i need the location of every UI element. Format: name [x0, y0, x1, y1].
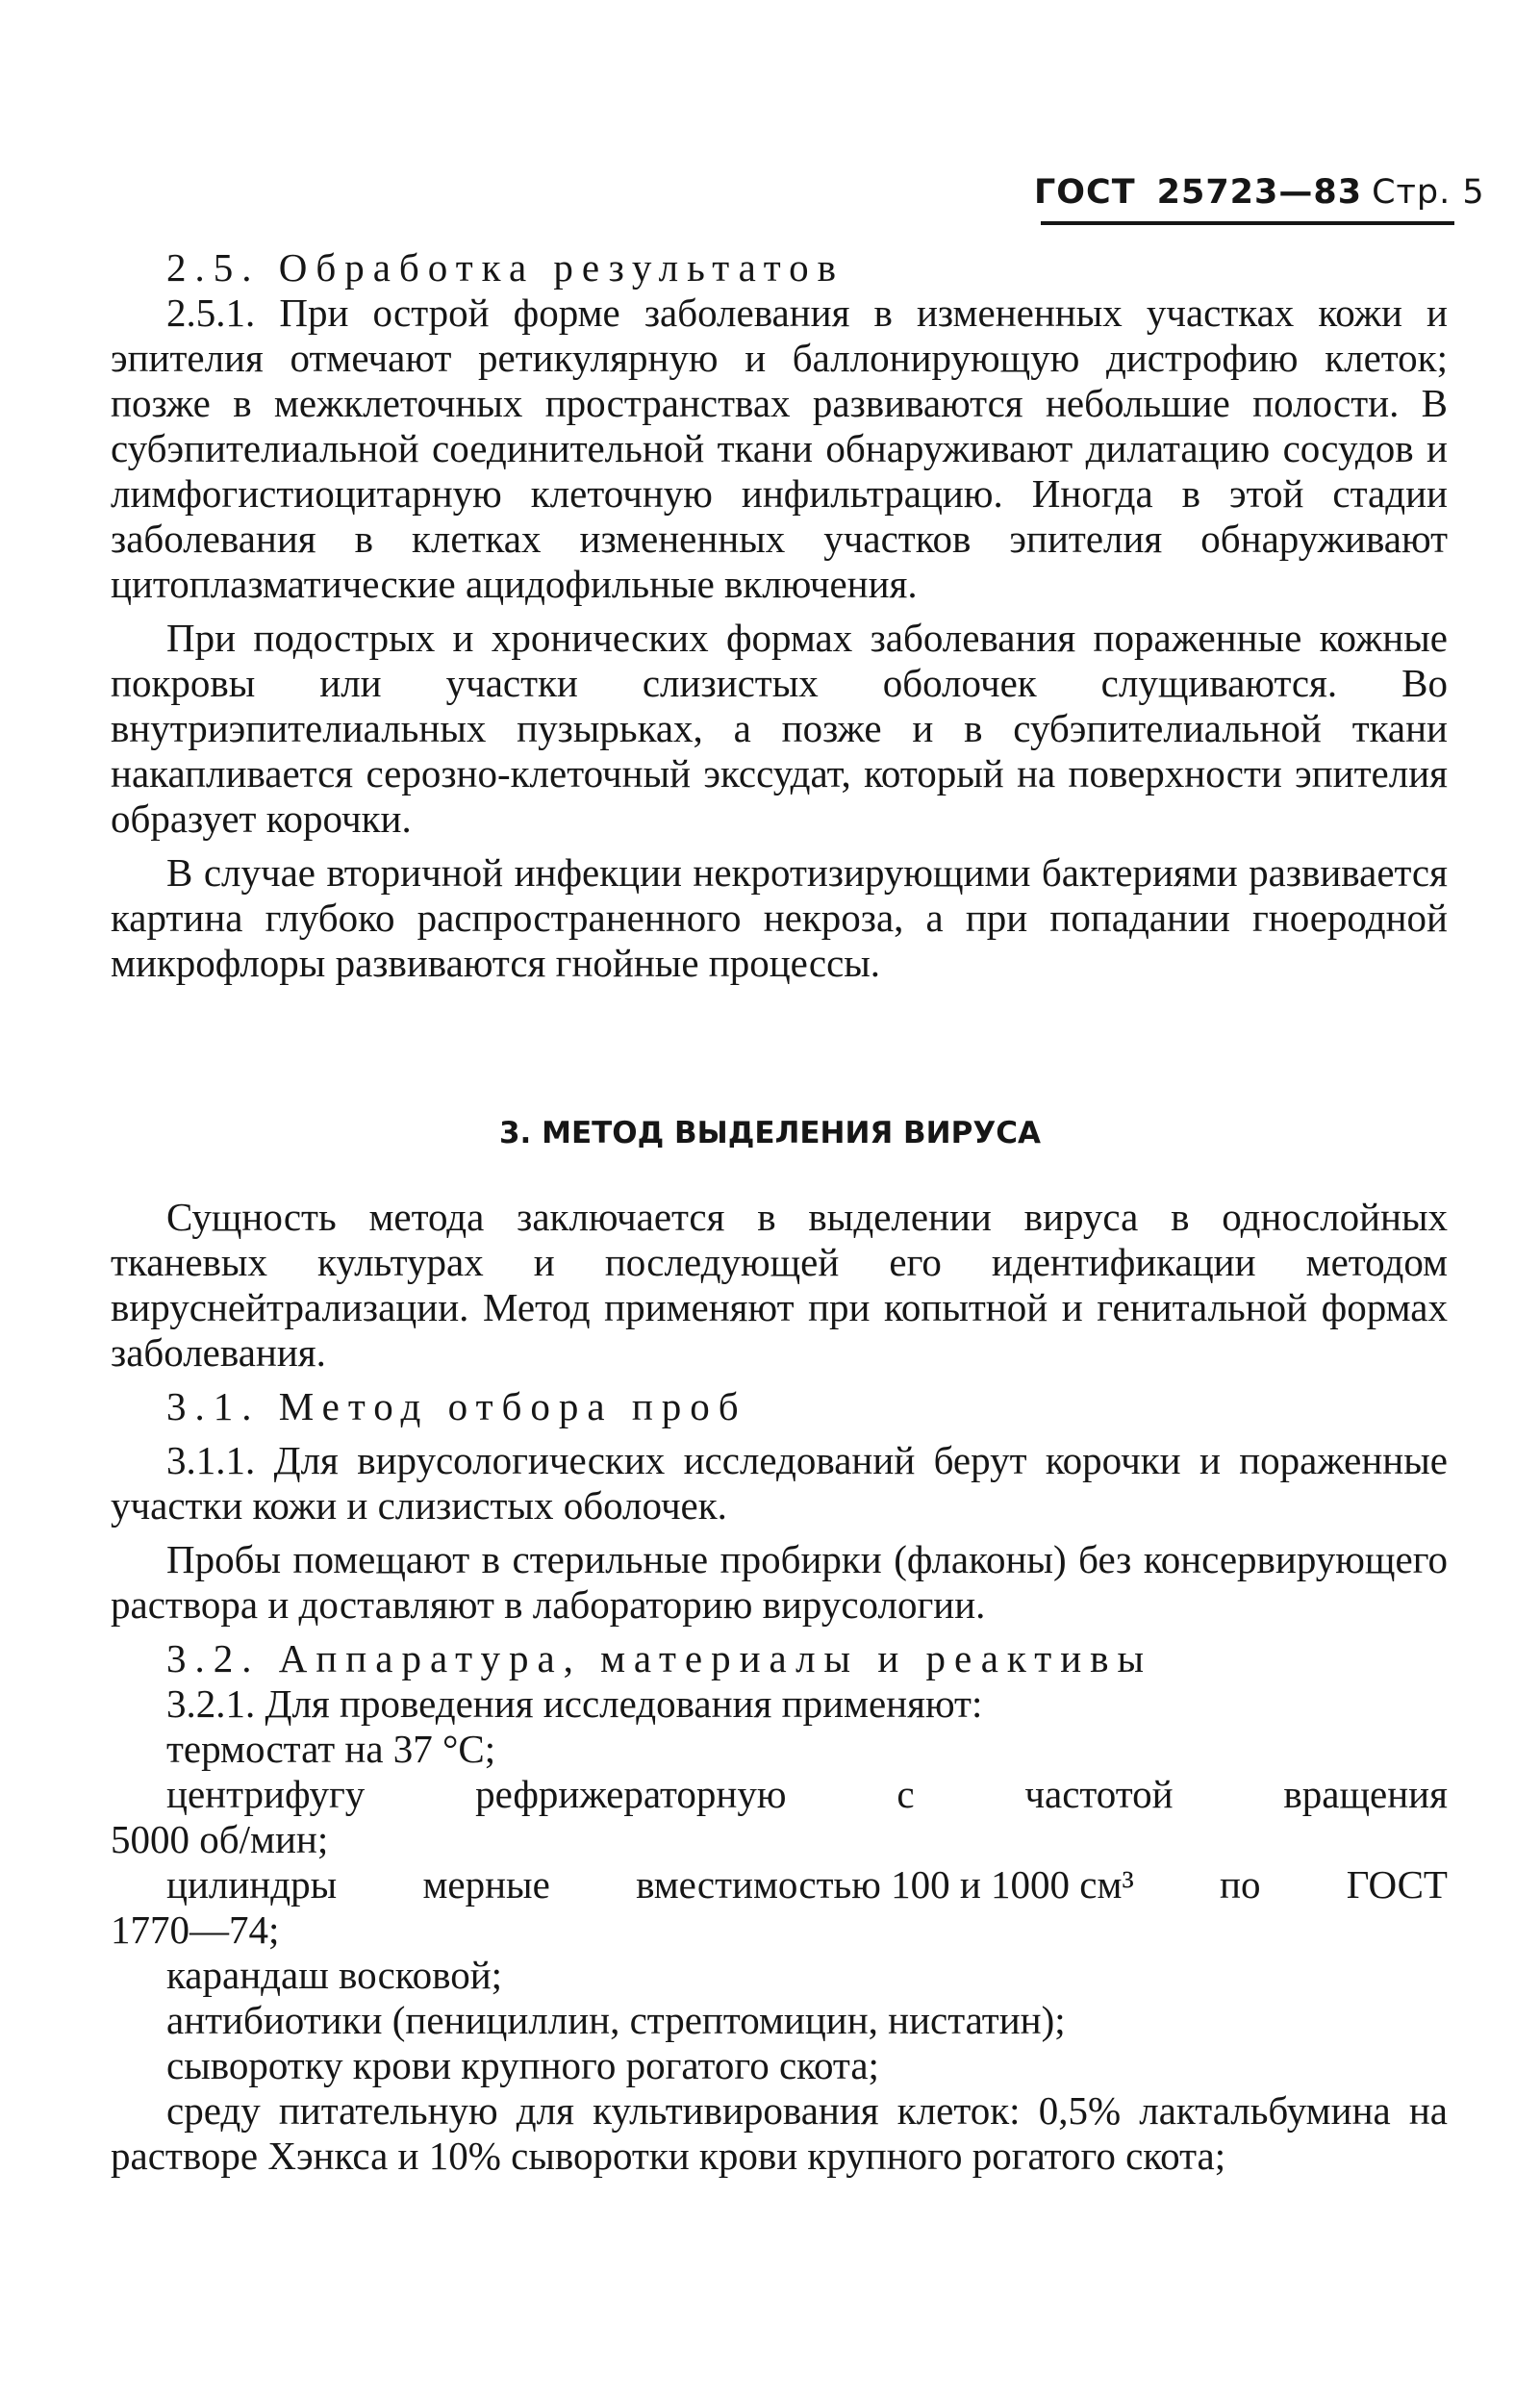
header-page-number: Стр. 5: [1372, 173, 1485, 212]
paragraph-3-2-1: 3.2.1. Для проведения исследования применяют:: [166, 1681, 983, 1726]
section-3-intro: Сущность метода заключается в выделении вируса в однослойных тканевых культурах и последующей его идентификации методом вируснейтрализации. Метод применяют при копытной и генитальной формах заболевания.: [111, 1195, 1448, 1375]
header-rule: [1041, 221, 1454, 225]
list-item-serum: сыворотку крови крупного рогатого скота;: [166, 2043, 879, 2087]
cylinders-word-1: цилиндры: [166, 1862, 338, 1907]
cylinders-word-4: по: [1220, 1862, 1261, 1907]
heading-2-5: 2.5. Обработка результатов: [166, 245, 846, 290]
cylinders-word-2: мерные: [422, 1862, 550, 1907]
heading-3-1: 3.1. Метод отбора проб: [166, 1384, 747, 1428]
centrifuge-word-3: с: [896, 1772, 915, 1816]
page-header: [1034, 173, 1485, 212]
centrifuge-word-2: рефрижераторную: [475, 1772, 787, 1816]
paragraph-2-5-2: При подострых и хронических формах заболевания пораженные кожные покровы или участки слизистых оболочек слущиваются. Во внутриэпителиальных пузырьках, а позже и в субэпителиальной ткани накапливается серозно-клеточный экссудат, который на поверхности эпителия образует корочки.: [111, 616, 1448, 841]
paragraph-2-5-3: В случае вторичной инфекции некротизирующими бактериями развивается картина глубоко распространенного некроза, а при попадании гноеродной микрофлоры развиваются гнойные процессы.: [111, 850, 1448, 985]
paragraph-3-1-1: 3.1.1. Для вирусологических исследований берут корочки и пораженные участки кожи и слизистых оболочек.: [111, 1438, 1448, 1528]
list-item-centrifuge-cont: 5000 об/мин;: [111, 1817, 329, 1861]
paragraph-3-1-2: Пробы помещают в стерильные пробирки (флаконы) без консервирующего раствора и доставляют в лабораторию вирусологии.: [111, 1537, 1448, 1627]
section-3-title: 3. МЕТОД ВЫДЕЛЕНИЯ ВИРУСА: [498, 1116, 1041, 1150]
paragraph-2-5-1: 2.5.1. При острой форме заболевания в измененных участках кожи и эпителия отмечают ретикулярную и баллонирующую дистрофию клеток; позже в межклеточных пространствах развиваются небольшие полости. В субэпителиальной соединительной ткани обнаруживают дилатацию сосудов и лимфогистиоцитарную клеточную инфильтрацию. Иногда в этой стадии заболевания в клетках измененных участков эпителия обнаруживают цитоплазматические ацидофильные включения.: [111, 291, 1448, 606]
list-item-cylinders: [111, 1862, 1448, 1907]
list-item-thermostat: термостат на 37 °С;: [166, 1727, 496, 1771]
list-item-antibiotics: антибиотики (пенициллин, стрептомицин, нистатин);: [166, 1998, 1066, 2042]
centrifuge-word-4: частотой: [1024, 1772, 1174, 1816]
centrifuge-word-1: центрифугу: [166, 1772, 366, 1816]
cylinders-word-3: вместимостью 100 и 1000 см³: [636, 1862, 1134, 1907]
section-2-5: [111, 245, 1448, 986]
heading-3-2: 3.2. Аппаратура, материалы и реактивы: [166, 1636, 1153, 1680]
section-3: [111, 1195, 1448, 2179]
centrifuge-word-5: вращения: [1283, 1772, 1448, 1816]
header-number: 25723—83: [1156, 173, 1363, 212]
list-item-cylinders-cont: 1770—74;: [111, 1907, 280, 1952]
list-item-pencil: карандаш восковой;: [166, 1953, 503, 1997]
cylinders-word-5: ГОСТ: [1346, 1862, 1448, 1907]
list-item-centrifuge: [111, 1772, 1448, 1817]
header-standard: ГОСТ: [1034, 173, 1136, 212]
list-item-medium: среду питательную для культивирования клеток: 0,5% лактальбумина на растворе Хэнкса и 10% сыворотки крови крупного рогатого скота;: [111, 2088, 1448, 2178]
